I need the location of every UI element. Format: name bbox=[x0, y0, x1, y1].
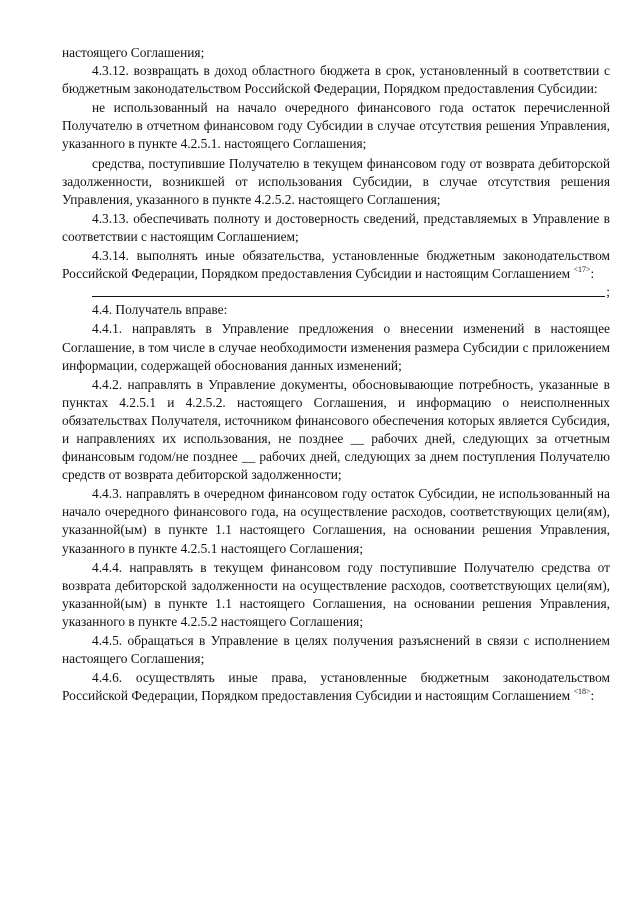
clause-4-4-6-tail: : bbox=[590, 688, 595, 704]
clause-4-4-4: 4.4.4. направлять в текущем финансовом году поступившие Получателю средства от возврата дебиторской задолженности на осуществление расходов, соответствующих цели(ям), указанной(ым) в пункте 1.1 настоящего Соглашения, на основании решения Управления, указанного в пункте 4.2.5.2 настоящего Соглашения; bbox=[62, 559, 610, 629]
blank-underline bbox=[92, 296, 605, 297]
fill-in-blank-line bbox=[92, 283, 610, 301]
blank-line-end: ; bbox=[606, 284, 610, 300]
clause-4-3-12-item-1: не использованный на начало очередного финансового года остаток перечисленной Получателю в отчетном финансовом году Субсидии в случае отсутствия решения Управления, указанного в пункте 4.2.5.1. настоящего Соглашения; bbox=[62, 100, 610, 152]
clause-4-4-6 bbox=[62, 669, 610, 705]
paragraph-continuation: настоящего Соглашения; bbox=[62, 45, 205, 60]
clause-4-3-14-tail: : bbox=[590, 266, 595, 282]
clause-4-3-12: 4.3.12. возвращать в доход областного бюджета в срок, установленный в соответствии с бюджетным законодательством Российской Федерации, Порядком предоставления Субсидии: bbox=[62, 63, 610, 97]
clause-4-3-12-item-2: средства, поступившие Получателю в текущем финансовом году от возврата дебиторской задолженности, возникшей от использования Субсидии, в случае отсутствия решения Управления, указанного в пункте 4.2.5.2. настоящего Соглашения; bbox=[62, 155, 610, 207]
clause-4-4-5: 4.4.5. обращаться в Управление в целях получения разъяснений в связи с исполнением настоящего Соглашения; bbox=[62, 633, 610, 667]
clause-4-4-1: 4.4.1. направлять в Управление предложения о внесении изменений в настоящее Соглашение, в том числе в случае необходимости изменения размера Субсидии с приложением информации, содержащей обоснования данных изменений; bbox=[62, 321, 610, 373]
footnote-ref-18: <18> bbox=[573, 687, 591, 697]
clause-4-3-14 bbox=[62, 247, 610, 283]
clause-4-4-2: 4.4.2. направлять в Управление документы, обосновывающие потребность, указанные в пунктах 4.2.5.1 и 4.2.5.2. настоящего Соглашения, и информацию о неисполненных обязательствах Получателя, источником финансового обеспечения которых является Субсидия, и направлениях их использования, не позднее __ рабочих дней, следующих за отчетным финансовым годом/не позднее __ рабочих дней, следующих за днем поступления Получателю средств от возврата дебиторской задолженности; bbox=[62, 376, 610, 483]
document-page bbox=[62, 44, 610, 705]
footnote-ref-17: <17> bbox=[573, 265, 591, 275]
clause-4-4-3: 4.4.3. направлять в очередном финансовом году остаток Субсидии, не использованный на начало очередного финансового года, на осуществление расходов, соответствующих цели(ям), указанной(ым) в пункте 1.1 настоящего Соглашения, на основании решения Управления, указанного в пункте 4.2.5.1 настоящего Соглашения; bbox=[62, 486, 610, 556]
clause-4-4-6-text: 4.4.6. осуществлять иные права, установленные бюджетным законодательством Российской Федерации, Порядком предоставления Субсидии и настоящим Соглашением bbox=[62, 670, 610, 704]
clause-4-3-14-text: 4.3.14. выполнять иные обязательства, установленные бюджетным законодательством Российской Федерации, Порядком предоставления Субсидии и настоящим Соглашением bbox=[62, 248, 610, 282]
clause-4-3-13: 4.3.13. обеспечивать полноту и достоверность сведений, представляемых в Управление в соответствии с настоящим Соглашением; bbox=[62, 210, 610, 244]
clause-4-4-heading: 4.4. Получатель вправе: bbox=[92, 302, 228, 318]
